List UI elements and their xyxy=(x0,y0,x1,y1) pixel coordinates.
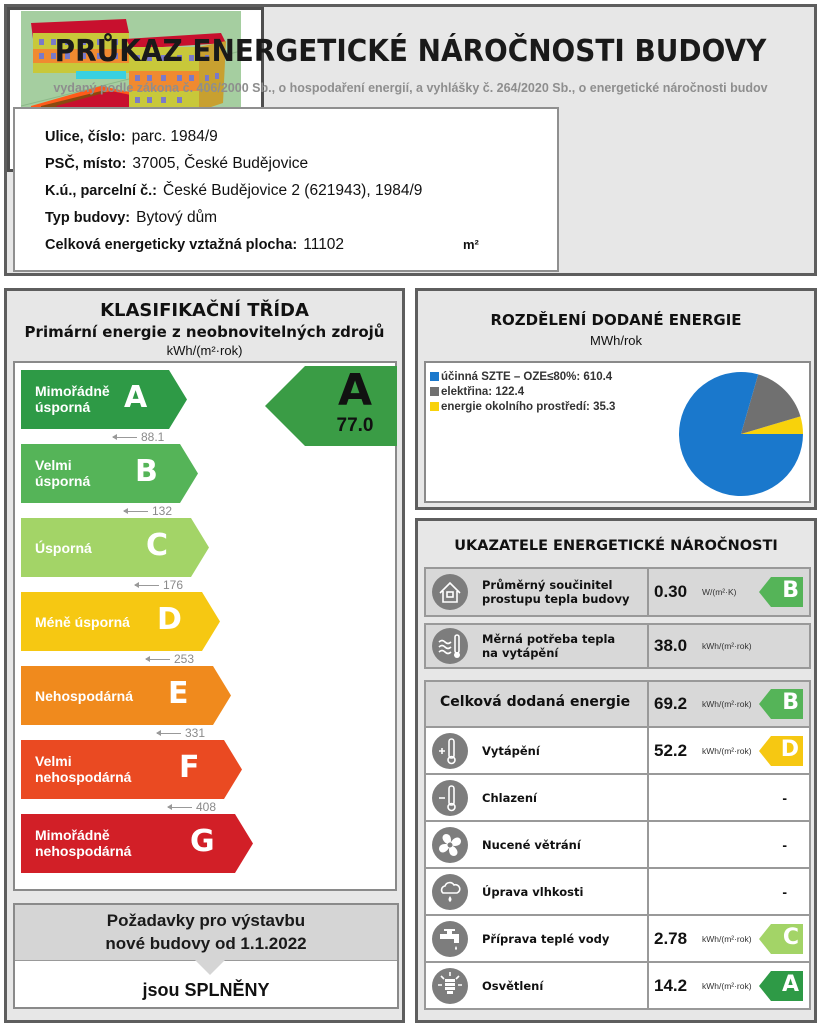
threshold-arrow-icon xyxy=(146,659,170,660)
distribution-unit: MWh/rok xyxy=(590,333,642,348)
classification-title: KLASIFIKAČNÍ TŘÍDA xyxy=(100,300,309,321)
indicator-unit: kWh/(m²·rok) xyxy=(702,980,752,991)
band-letter: B xyxy=(135,454,158,489)
energy-band-a xyxy=(21,370,187,429)
indicator-unit: kWh/(m²·rok) xyxy=(702,933,752,944)
requirements-line2: nové budovy od 1.1.2022 xyxy=(105,934,307,953)
band-label xyxy=(35,753,131,785)
band-label-line1: Velmi xyxy=(35,457,72,473)
light-bulb-icon xyxy=(432,968,468,1004)
indicator-label-line2: na vytápění xyxy=(482,646,559,660)
class-badge-letter: B xyxy=(782,578,799,603)
page-title: PRŮKAZ ENERGETICKÉ NÁROČNOSTI BUDOVY xyxy=(54,34,767,69)
classification-subtitle: Primární energie z neobnovitelných zdrojů xyxy=(24,323,385,341)
column-divider xyxy=(647,728,649,773)
class-badge-d xyxy=(759,736,803,766)
band-letter: C xyxy=(146,528,169,563)
legend-swatch xyxy=(430,402,439,411)
area-label: Celková energeticky vztažná plocha: xyxy=(45,237,298,253)
legend-swatch xyxy=(430,387,439,396)
energy-scale xyxy=(13,361,397,891)
indicators-panel xyxy=(415,518,817,1023)
indicator-label: Vytápění xyxy=(482,743,540,758)
column-divider xyxy=(647,775,649,820)
area-unit: m² xyxy=(463,237,479,252)
band-threshold xyxy=(157,726,205,740)
indicator-value: 52.2 xyxy=(654,740,688,760)
indicator-row xyxy=(424,623,811,669)
classification-panel xyxy=(4,288,405,1023)
building-type-row xyxy=(45,208,217,228)
indicator-value: 14.2 xyxy=(654,975,688,995)
indicator-label: Nucené větrání xyxy=(482,837,581,852)
band-threshold xyxy=(146,652,194,666)
header-panel xyxy=(4,4,817,276)
humidity-cloud-icon xyxy=(432,874,468,910)
class-badge-letter: B xyxy=(782,690,799,715)
heat-demand-thermometer-icon xyxy=(432,628,468,664)
indicator-row xyxy=(424,867,811,916)
band-letter: A xyxy=(124,380,148,415)
band-letter: F xyxy=(179,750,200,785)
legend-text: energie okolního prostředí: 35.3 xyxy=(441,401,616,413)
requirements-result: jsou SPLNĚNY xyxy=(142,980,270,1000)
psc-label: PSČ, místo: xyxy=(45,156,127,172)
indicator-label: Celková dodaná energie xyxy=(440,694,631,710)
threshold-value: 88.1 xyxy=(141,430,165,444)
class-badge-letter: D xyxy=(780,736,799,762)
indicator-row xyxy=(424,680,811,728)
band-threshold xyxy=(135,578,183,592)
area-row xyxy=(45,235,515,255)
faucet-icon xyxy=(432,921,468,957)
distribution-title: ROZDĚLENÍ DODANÉ ENERGIE xyxy=(490,311,742,329)
band-threshold xyxy=(168,800,216,814)
indicator-unit: kWh/(m²·rok) xyxy=(702,699,752,709)
energy-band-e xyxy=(21,666,231,725)
indicator-unit: kWh/(m²·rok) xyxy=(702,641,752,651)
band-label-line1: Velmi xyxy=(35,753,72,769)
indicator-value: - xyxy=(782,883,787,900)
indicator-unit: W/(m²·K) xyxy=(702,587,737,597)
band-label-line1: Mimořádně xyxy=(35,827,110,843)
band-label: Méně úsporná xyxy=(35,614,130,630)
cadastral-label: K.ú., parcelní č.: xyxy=(45,183,157,199)
indicator-label xyxy=(482,578,630,606)
indicator-row xyxy=(424,726,811,775)
street-row xyxy=(45,127,218,147)
threshold-value: 176 xyxy=(163,578,184,592)
legend-text: elektřina: 122.4 xyxy=(441,386,525,398)
indicator-value: - xyxy=(782,836,787,853)
column-divider xyxy=(647,682,649,726)
legend-text: účinná SZTE – OZE≤80%: 610.4 xyxy=(441,371,613,383)
energy-distribution-panel xyxy=(415,288,817,510)
result-class-letter: A xyxy=(337,365,373,416)
classification-unit: kWh/(m²·rok) xyxy=(166,343,243,358)
requirements-line1: Požadavky pro výstavbu xyxy=(106,911,306,930)
threshold-value: 408 xyxy=(196,800,217,814)
requirements-header xyxy=(15,905,397,961)
threshold-value: 132 xyxy=(152,504,173,518)
class-badge-c xyxy=(759,924,803,954)
band-threshold xyxy=(124,504,172,518)
indicator-row xyxy=(424,914,811,963)
band-threshold xyxy=(113,430,164,444)
indicator-label-line1: Průměrný součinitel xyxy=(482,578,613,592)
street-label: Ulice, číslo: xyxy=(45,129,126,145)
indicator-row xyxy=(424,820,811,869)
requirements-box xyxy=(13,903,399,1009)
indicator-value: 69.2 xyxy=(654,694,688,713)
legend-swatch xyxy=(430,372,439,381)
band-label-line2: úsporná xyxy=(35,399,91,415)
requirements-pointer xyxy=(195,960,225,975)
indicators-title: UKAZATELE ENERGETICKÉ NÁROČNOSTI xyxy=(454,538,778,554)
indicator-label xyxy=(482,632,615,660)
threshold-arrow-icon xyxy=(157,733,181,734)
threshold-arrow-icon xyxy=(135,585,159,586)
column-divider xyxy=(647,963,649,1008)
energy-band-c xyxy=(21,518,209,577)
indicator-unit: kWh/(m²·rok) xyxy=(702,745,752,756)
energy-band-d xyxy=(21,592,220,651)
threshold-arrow-icon xyxy=(168,807,192,808)
threshold-arrow-icon xyxy=(124,511,148,512)
indicator-label-line2: prostupu tepla budovy xyxy=(482,592,630,606)
class-badge-letter: C xyxy=(782,924,799,950)
heating-thermometer-icon xyxy=(432,733,468,769)
indicator-value: 0.30 xyxy=(654,582,688,601)
fan-icon xyxy=(432,827,468,863)
building-info-box xyxy=(13,107,559,272)
class-badge-b xyxy=(759,577,803,607)
class-badge-letter: A xyxy=(781,971,799,997)
result-class-value: 77.0 xyxy=(336,415,374,436)
indicator-row xyxy=(424,567,811,617)
indicator-label: Chlazení xyxy=(482,790,537,805)
band-label: Úsporná xyxy=(35,540,92,556)
energy-band-g xyxy=(21,814,253,873)
energy-band-b xyxy=(21,444,198,503)
pie-chart xyxy=(678,371,804,497)
indicator-value: 2.78 xyxy=(654,928,688,948)
street-value: parc. 1984/9 xyxy=(131,128,218,145)
house-icon xyxy=(432,574,468,610)
band-label xyxy=(35,383,110,415)
indicator-value: - xyxy=(782,789,787,806)
legend-item xyxy=(430,371,612,383)
band-letter: D xyxy=(157,602,182,637)
band-label-line1: Mimořádně xyxy=(35,383,110,399)
area-value: 11102 xyxy=(303,236,345,253)
band-label: Nehospodárná xyxy=(35,688,134,704)
band-letter: E xyxy=(168,676,189,711)
band-label xyxy=(35,827,131,859)
building-type-value: Bytový dům xyxy=(136,209,218,226)
column-divider xyxy=(647,569,649,615)
cadastral-value: České Budějovice 2 (621943), 1984/9 xyxy=(163,182,423,199)
band-label-line2: nehospodárná xyxy=(35,769,132,785)
cooling-thermometer-icon xyxy=(432,780,468,816)
indicator-label-line1: Měrná potřeba tepla xyxy=(482,632,616,646)
column-divider xyxy=(647,822,649,867)
threshold-value: 253 xyxy=(174,652,195,666)
legend-item xyxy=(430,386,524,398)
page-subtitle: vydaný podle zákona č. 406/2000 Sb., o hospodaření energií, a vyhlášky č. 264/2020 Sb., o energetické náročnosti budov xyxy=(53,81,768,95)
column-divider xyxy=(647,869,649,914)
indicator-label: Příprava teplé vody xyxy=(482,931,610,946)
indicator-row xyxy=(424,961,811,1010)
column-divider xyxy=(647,916,649,961)
indicator-label: Osvětlení xyxy=(482,978,544,993)
energy-band-f xyxy=(21,740,242,799)
psc-row xyxy=(45,154,308,174)
class-badge-a xyxy=(759,971,803,1001)
legend-item xyxy=(430,401,615,413)
indicator-value: 38.0 xyxy=(654,636,688,655)
building-type-label: Typ budovy: xyxy=(45,210,131,226)
band-label-line2: úsporná xyxy=(35,473,91,489)
pie-chart-area xyxy=(424,361,811,503)
class-badge-b xyxy=(759,689,803,719)
column-divider xyxy=(647,625,649,667)
psc-value: 37005, České Budějovice xyxy=(132,155,309,172)
band-label xyxy=(35,457,90,489)
indicator-row xyxy=(424,773,811,822)
threshold-value: 331 xyxy=(185,726,206,740)
cadastral-row xyxy=(45,181,422,201)
band-label-line2: nehospodárná xyxy=(35,843,132,859)
indicator-label: Úprava vlhkosti xyxy=(482,884,584,899)
band-letter: G xyxy=(190,824,215,859)
threshold-arrow-icon xyxy=(113,437,137,438)
